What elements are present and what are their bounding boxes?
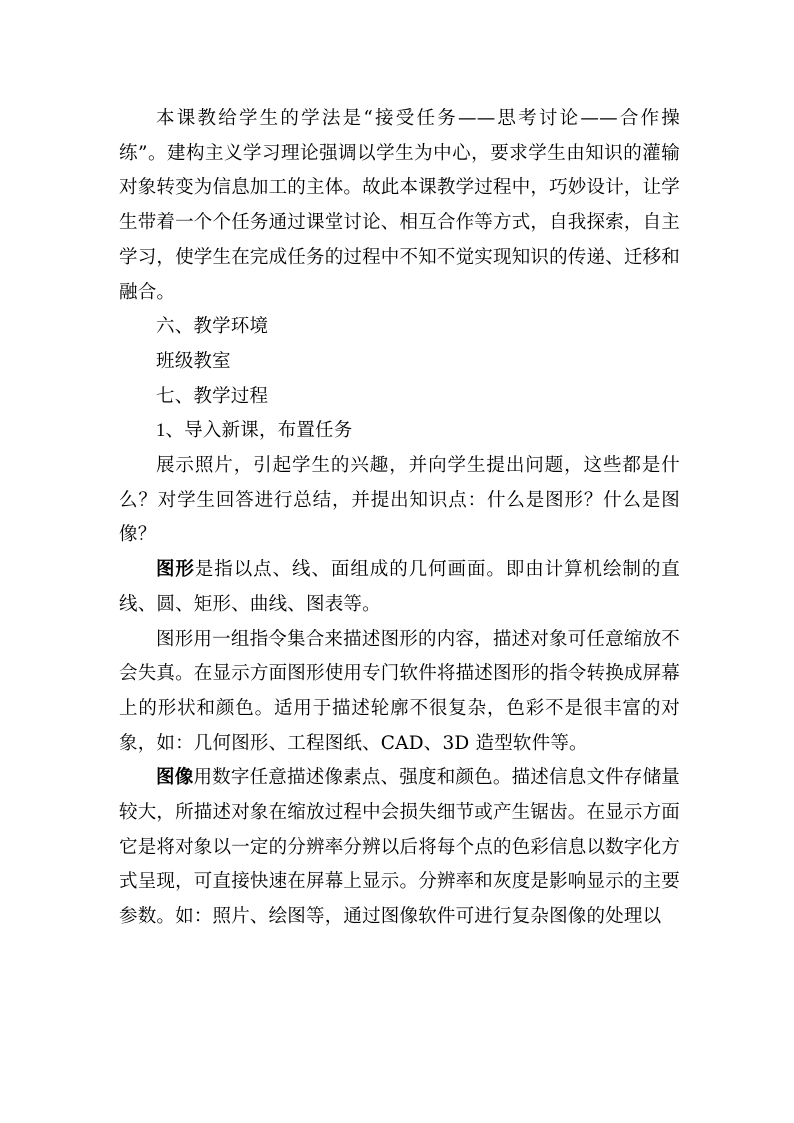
environment-value: 班级教室: [156, 350, 231, 372]
graphics-description-paragraph: 图形用一组指令集合来描述图形的内容，描述对象可任意缩放不会失真。在显示方面图形使用专门软件将描述图形的指令转换成屏幕上的形状和颜色。适用于描述轮廓不很复杂，色彩不是很丰富的对象，如：几何图形、工程图纸、CAD、3D 造型软件等。: [119, 628, 681, 754]
term-graphics: 图形: [156, 559, 195, 581]
graphics-definition-paragraph: [119, 553, 680, 622]
step-heading: [119, 414, 680, 449]
section-heading-process: 七、教学过程: [156, 385, 269, 407]
image-definition-text: 用数字任意描述像素点、强度和颜色。描述信息文件存储量较大，所描述对象在缩放过程中会损失细节或产生锯齿。在显示方面它是将对象以一定的分辨率分辨以后将每个点的色彩信息以数字化方式呈现，可直接快速在屏幕上显示。分辨率和灰度是影响显示的主要参数。如：照片、绘图等，通过图像软件可进行复杂图像的处理以: [119, 767, 681, 928]
document-body: [119, 102, 680, 935]
step-number: 1: [156, 421, 166, 442]
image-definition-paragraph: [119, 761, 680, 935]
section-heading-environment: 六、教学环境: [156, 316, 269, 338]
learning-method-paragraph: 本课教给学生的学法是“接受任务——思考讨论——合作操练”。建构主义学习理论强调以学生为中心，要求学生由知识的灌输对象转变为信息加工的主体。故此本课教学过程中，巧妙设计，让学生带着一个个任务通过课堂讨论、相互合作等方式，自我探索，自主学习，使学生在完成任务的过程中不知不觉实现知识的传递、迁移和融合。: [119, 108, 681, 303]
term-image: 图像: [156, 767, 194, 789]
step-title: 、导入新课，布置任务: [165, 420, 353, 442]
intro-paragraph: 展示照片，引起学生的兴趣，并向学生提出问题，这些都是什么？对学生回答进行总结，并提出知识点：什么是图形？什么是图像？: [119, 455, 680, 546]
graphics-definition-text: 是指以点、线、面组成的几何画面。即由计算机绘制的直线、圆、矩形、曲线、图表等。: [119, 559, 680, 615]
